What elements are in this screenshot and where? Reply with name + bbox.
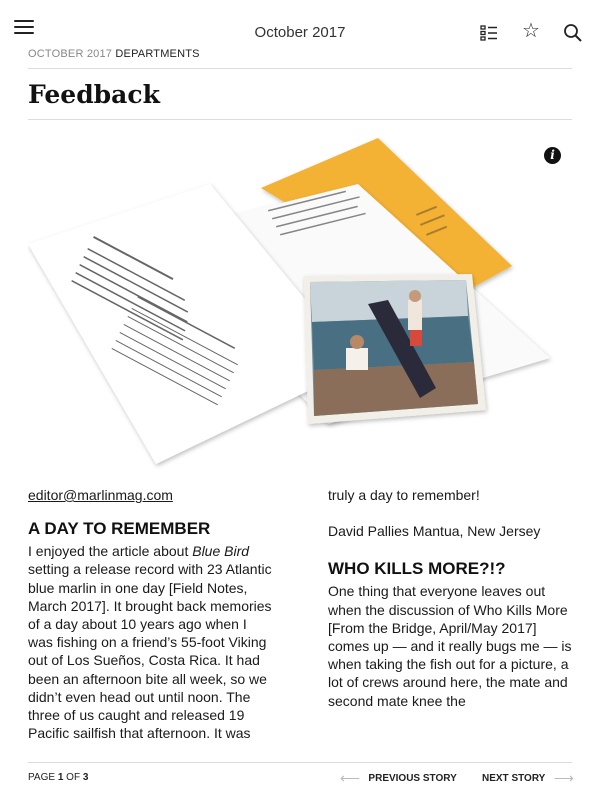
arrow-left-icon: ⟵	[340, 770, 361, 786]
section-heading: WHO KILLS MORE?!?	[328, 559, 506, 579]
page-indicator: PAGE 1 OF 3	[28, 772, 89, 783]
article-title: Feedback	[28, 80, 160, 109]
previous-story-label: PREVIOUS STORY	[368, 773, 457, 784]
next-story-button[interactable]	[482, 770, 574, 787]
issue-title: October 2017	[254, 24, 346, 41]
editor-email-link[interactable]: editor@marlinmag.com	[28, 487, 173, 503]
fishing-photo	[304, 274, 486, 424]
breadcrumb-department[interactable]: DEPARTMENTS	[115, 48, 200, 60]
search-icon[interactable]	[563, 23, 583, 43]
article-hero-image	[28, 126, 572, 472]
previous-story-button[interactable]	[340, 770, 457, 787]
breadcrumb	[28, 48, 200, 60]
boat-name: Blue Bird	[192, 543, 250, 560]
article-column-left	[28, 486, 272, 750]
next-story-label: NEXT STORY	[482, 773, 546, 784]
arrow-right-icon: ⟶	[553, 770, 574, 786]
section-body-continued: setting a release record with 23 Atlantic blue marlin in one day [Field Notes, March 2017]. It brought back memories of a day about 10 years ago when I was fishing on a friend’s 55-foot Viking out of Los Sueños, Costa Rica. It had been an afternoon bite all week, so we didn’t even head out until noon. The three of us caught and released 19 Pacific sailfish that afternoon. It was	[28, 561, 272, 742]
breadcrumb-issue[interactable]: OCTOBER 2017	[28, 48, 113, 60]
toc-list-icon[interactable]	[480, 24, 498, 42]
section-body: One thing that everyone leaves out when the discussion of Who Kills More [From the Bridge, April/May 2017] comes up — and it really bugs me — is when taking the fish out for a picture, a lot of crews around here, the mate and second mate knee the	[328, 583, 572, 709]
section-body: I enjoyed the article about Blue Bird setting a release record with 23 Atlantic blue marlin in one day [Field Notes, March 2017]. It brought back memories of a day about 10 years ago when I was fishing on a friend’s 55-foot Viking out of Los Sueños, Costa Rica. It had been an afternoon bite all week, so we didn’t even head out until noon. The three of us caught and released 19 Pacific sailfish that afternoon. It was	[28, 543, 272, 742]
image-info-icon[interactable]: i	[544, 147, 561, 164]
article-column-right	[328, 486, 572, 750]
title-divider	[28, 119, 572, 120]
footer-divider	[28, 762, 572, 763]
section-heading: A DAY TO REMEMBER	[28, 519, 211, 539]
section-body-overflow: truly a day to remember!	[328, 487, 480, 503]
favorite-star-icon[interactable]: ☆	[522, 20, 540, 42]
letter-signature: David Pallies Mantua, New Jersey	[328, 523, 541, 540]
top-bar	[0, 0, 600, 46]
header-divider	[28, 68, 572, 69]
